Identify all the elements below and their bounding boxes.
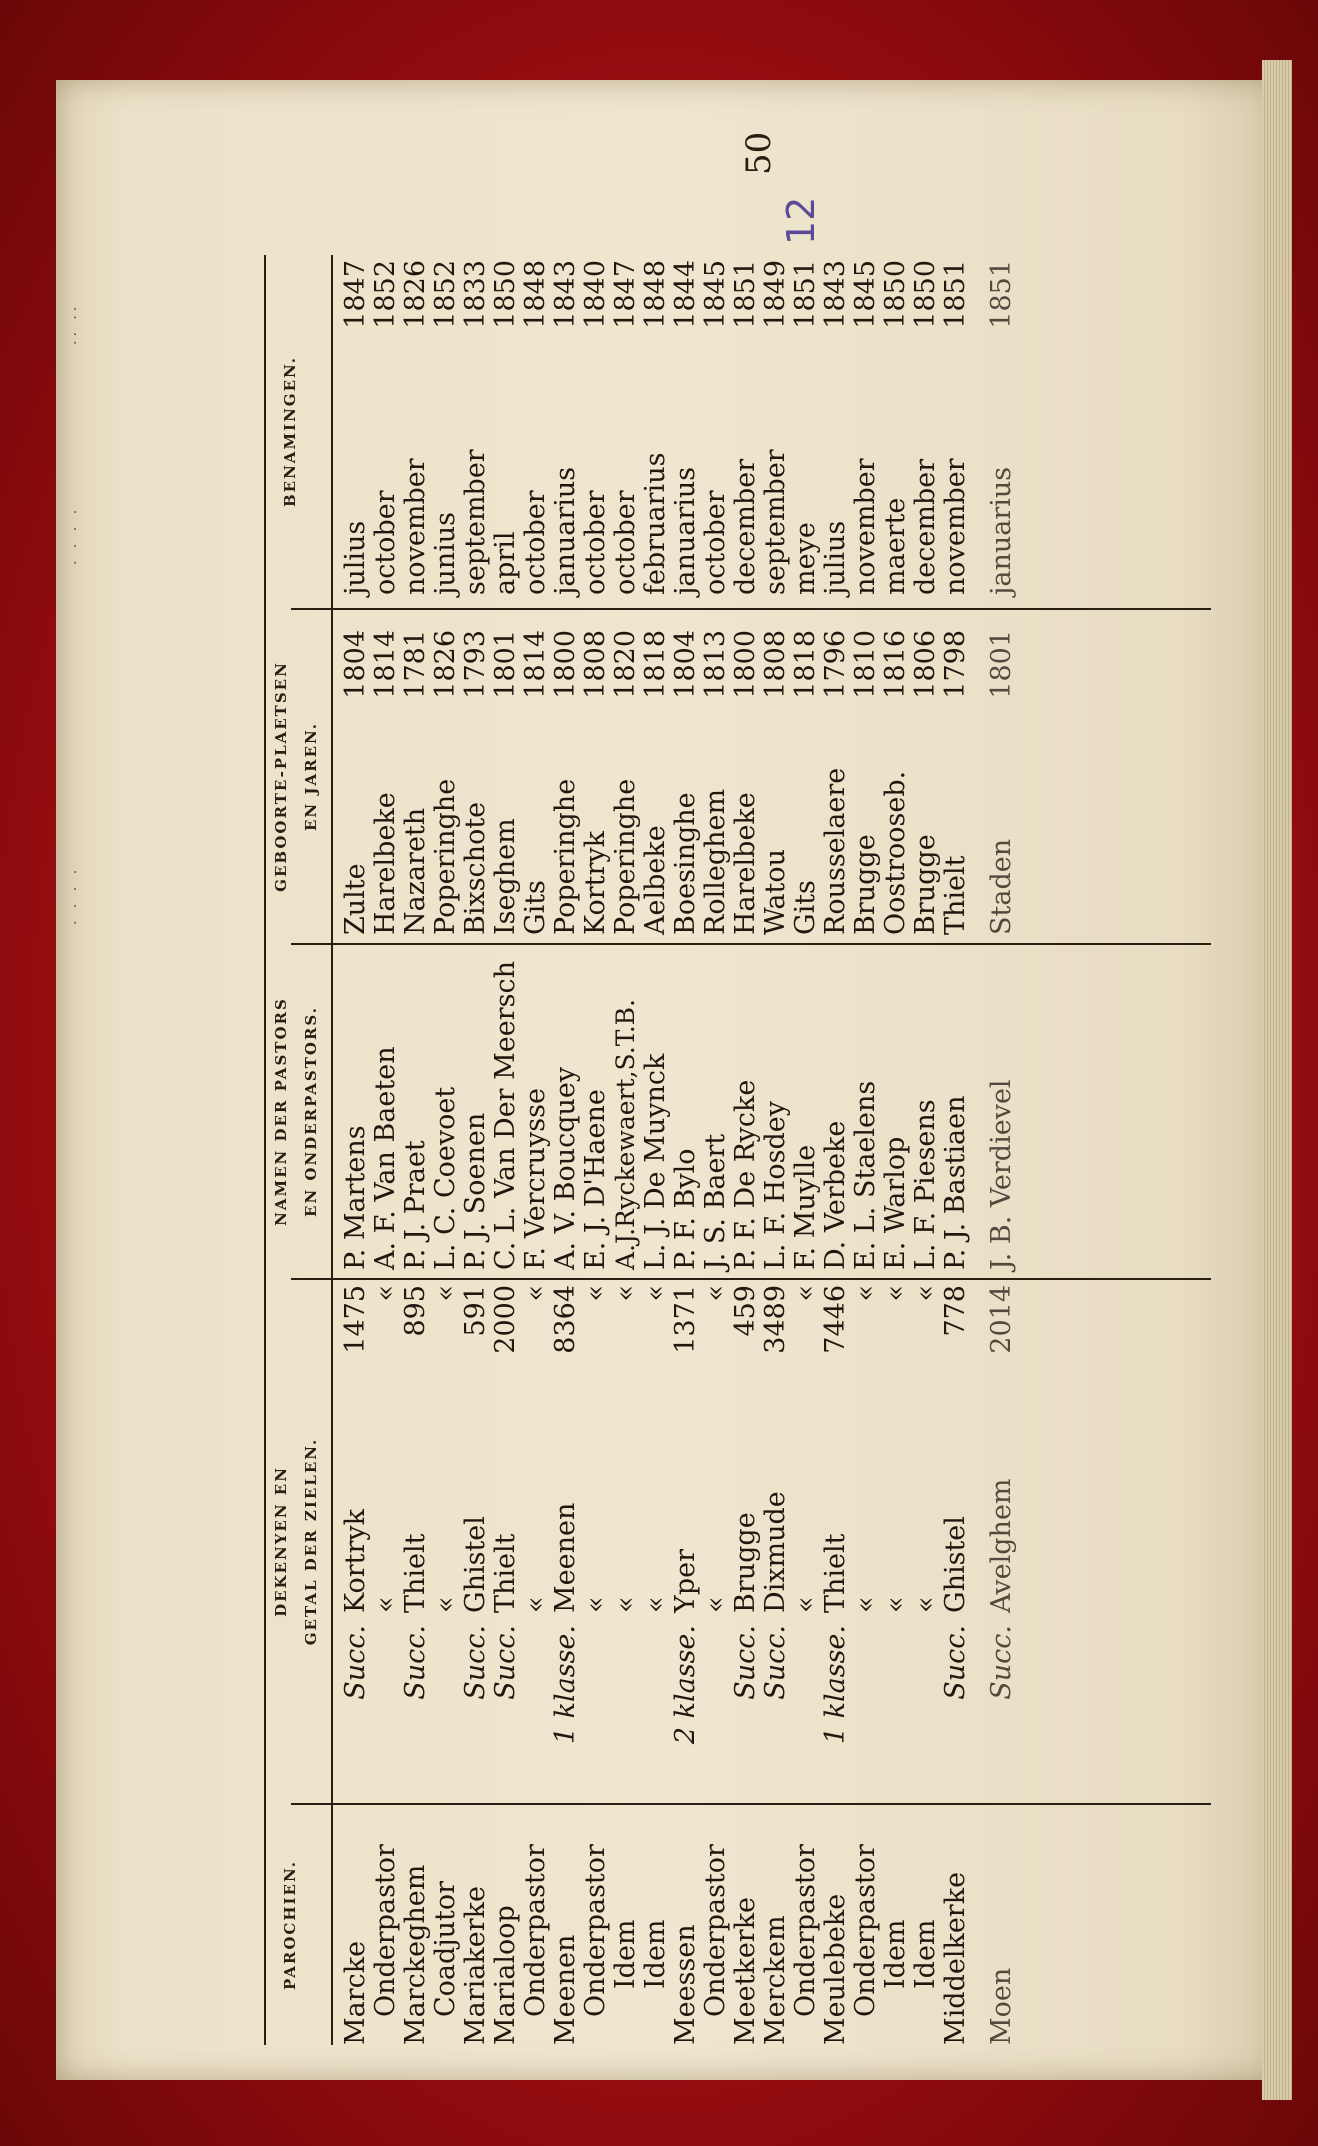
cell-dekenij: « — [610, 1596, 641, 1613]
cell-zielen: 7446 — [820, 1285, 851, 1354]
cell-naam: F. Vercruysse — [520, 1088, 551, 1270]
cell-dekenij: Thielt — [820, 1533, 851, 1613]
table-row — [460, 260, 491, 2045]
cell-jaar: 1852 — [370, 260, 401, 329]
table-row — [880, 260, 911, 2045]
table-row — [520, 260, 551, 2045]
cell-parochie: Meessen — [670, 1924, 701, 2045]
cell-jaar: 1847 — [610, 260, 641, 329]
cell-maand: april — [490, 531, 521, 595]
cell-geboorteplaats: Bixschote — [460, 801, 491, 935]
cell-geboortejaar: 1826 — [430, 630, 461, 699]
cell-parochie: Meulebeke — [820, 1893, 851, 2045]
cell-jaar: 1850 — [880, 260, 911, 329]
cell-maand: december — [910, 458, 941, 595]
header-dekenyen — [266, 1280, 326, 1803]
cell-geboortejaar: 1806 — [910, 630, 941, 699]
cell-zielen: « — [370, 1285, 401, 1302]
cell-geboorteplaats: Rousselaere — [820, 767, 851, 935]
cell-zielen: 2000 — [490, 1285, 521, 1354]
cell-maand: september — [460, 449, 491, 595]
decorative-dots: . . . . — [64, 505, 80, 565]
cell-parochie: Onderpastor — [370, 1844, 401, 2017]
cell-geboortejaar: 1781 — [400, 630, 431, 699]
cell-maand: julius — [340, 520, 371, 595]
cell-naam: J. S. Baert — [700, 1133, 731, 1270]
cell-jaar: 1848 — [640, 260, 671, 329]
cell-jaar: 1826 — [400, 260, 431, 329]
cell-klasse: Succ. — [490, 1625, 521, 1700]
cell-geboortejaar: 1818 — [640, 630, 671, 699]
header-parochien-label: PAROCHIEN. — [281, 1860, 299, 1990]
table-row — [820, 260, 851, 2045]
cell-jaar: 1843 — [550, 260, 581, 329]
cell-jaar: 1851 — [790, 260, 821, 329]
table-row — [340, 260, 371, 2045]
cell-geboortejaar: 1810 — [850, 630, 881, 699]
cell-parochie: Idem — [640, 1919, 671, 1989]
table-row — [910, 260, 941, 2045]
cell-parochie: Meetkerke — [730, 1896, 761, 2045]
cell-zielen: « — [580, 1285, 611, 1302]
cell-geboorteplaats: Zulte — [340, 863, 371, 935]
table-row — [490, 260, 521, 2045]
cell-zielen: 8364 — [550, 1285, 581, 1354]
cell-geboorteplaats: Poperinghe — [610, 778, 641, 935]
cell-dekenij: « — [880, 1596, 911, 1613]
table-row — [700, 260, 731, 2045]
cell-dekenij: « — [370, 1596, 401, 1613]
cell-parochie: Idem — [610, 1919, 641, 1989]
cell-klasse: Succ. — [460, 1625, 491, 1700]
cell-geboortejaar: 1801 — [986, 630, 1017, 699]
cell-dekenij: Meenen — [550, 1502, 581, 1613]
cell-geboortejaar: 1813 — [700, 630, 731, 699]
cell-maand: januarius — [670, 466, 701, 595]
cell-jaar: 1847 — [340, 260, 371, 329]
decorative-dots: .. .. — [64, 302, 80, 345]
cell-maand: october — [580, 490, 611, 595]
cell-dekenij: Brugge — [730, 1512, 761, 1613]
decorative-dots: . . . . — [64, 865, 80, 925]
cell-naam: L. F. Piesens — [910, 1099, 941, 1270]
cell-zielen: « — [520, 1285, 551, 1302]
cell-naam: D. Verbeke — [820, 1120, 851, 1270]
cell-zielen: « — [640, 1285, 671, 1302]
cell-geboortejaar: 1796 — [820, 630, 851, 699]
cell-naam: P. J. Bastiaen — [940, 1095, 971, 1270]
table-row — [610, 260, 641, 2045]
table-row — [850, 260, 881, 2045]
cell-naam: E. L. Staelens — [850, 1080, 881, 1270]
cell-parochie: Onderpastor — [700, 1844, 731, 2017]
cell-jaar: 1848 — [520, 260, 551, 329]
header-namen-line1: NAMEN DER PASTORS — [272, 997, 290, 1226]
cell-zielen: « — [880, 1285, 911, 1302]
cell-zielen: 3489 — [760, 1285, 791, 1354]
cell-zielen: 2014 — [986, 1285, 1017, 1354]
cell-dekenij: Avelghem — [986, 1478, 1017, 1613]
cell-geboortejaar: 1804 — [340, 630, 371, 699]
cell-dekenij: « — [520, 1596, 551, 1613]
cell-klasse: Succ. — [730, 1625, 761, 1700]
cell-dekenij: Ghistel — [940, 1516, 971, 1613]
cell-maand: julius — [820, 520, 851, 595]
cell-parochie: Idem — [880, 1919, 911, 1989]
cell-maand: november — [400, 458, 431, 595]
cell-dekenij: Kortryk — [340, 1509, 371, 1613]
table-row — [760, 260, 791, 2045]
table-row — [986, 260, 1017, 2045]
cell-geboortejaar: 1816 — [880, 630, 911, 699]
cell-naam: P. J. Soenen — [460, 1112, 491, 1270]
cell-naam: P. F. Bylo — [670, 1148, 701, 1270]
cell-geboortejaar: 1820 — [610, 630, 641, 699]
cell-parochie: Middelkerke — [940, 1871, 971, 2045]
cell-parochie: Merckem — [760, 1915, 791, 2045]
header-namen-line2: EN ONDERPASTORS. — [302, 1006, 320, 1217]
cell-maand: februarius — [640, 452, 671, 595]
cell-naam: L. C. Coevoet — [430, 1086, 461, 1270]
cell-zielen: « — [850, 1285, 881, 1302]
cell-zielen: 895 — [400, 1285, 431, 1337]
cell-klasse: Succ. — [400, 1625, 431, 1700]
cell-geboorteplaats: Brugge — [850, 834, 881, 935]
header-parochien — [275, 1805, 305, 2045]
cell-maand: november — [850, 458, 881, 595]
cell-geboortejaar: 1804 — [670, 630, 701, 699]
cell-geboorteplaats: Poperinghe — [430, 778, 461, 935]
cell-klasse: 1 klasse. — [550, 1625, 581, 1745]
cell-geboorteplaats: Aelbeke — [640, 825, 671, 935]
cell-geboortejaar: 1814 — [370, 630, 401, 699]
cell-dekenij: « — [580, 1596, 611, 1613]
header-geboorte — [266, 610, 326, 943]
cell-jaar: 1850 — [910, 260, 941, 329]
cell-parochie: Meenen — [550, 1934, 581, 2045]
cell-geboorteplaats: Staden — [986, 838, 1017, 935]
cell-naam: J. B. Verdievel — [986, 1079, 1017, 1270]
cell-maand: maerte — [880, 497, 911, 595]
header-geboorte-line1: GEBOORTE-PLAETSEN — [272, 661, 290, 892]
cell-geboortejaar: 1814 — [520, 630, 551, 699]
table-row — [430, 260, 461, 2045]
page-number: 50 — [739, 131, 779, 175]
cell-parochie: Onderpastor — [790, 1844, 821, 2017]
cell-naam: A. V. Boucquey — [550, 1066, 581, 1270]
cell-jaar: 1843 — [820, 260, 851, 329]
cell-naam: F. Muylle — [790, 1144, 821, 1270]
cell-zielen: « — [610, 1285, 641, 1302]
cell-zielen: « — [910, 1285, 941, 1302]
cell-maand: januarius — [986, 466, 1017, 595]
handwritten-margin-mark: 12 — [779, 196, 823, 245]
cell-geboorteplaats: Nazareth — [400, 807, 431, 935]
cell-naam: P. F. De Rycke — [730, 1079, 761, 1270]
cell-parochie: Marialoop — [490, 1905, 521, 2045]
cell-klasse: Succ. — [940, 1625, 971, 1700]
cell-maand: december — [730, 458, 761, 595]
cell-parochie: Marckeghem — [400, 1864, 431, 2045]
header-dekenyen-line1: DEKENYEN EN — [272, 1466, 290, 1617]
cell-geboorteplaats: Oostrooseb. — [880, 770, 911, 935]
table-row — [640, 260, 671, 2045]
cell-naam: P. Martens — [340, 1125, 371, 1270]
cell-klasse: 2 klasse. — [670, 1625, 701, 1745]
cell-zielen: « — [790, 1285, 821, 1302]
header-geboorte-line2: EN JAREN. — [302, 722, 320, 831]
cell-parochie: Onderpastor — [580, 1844, 611, 2017]
cell-geboortejaar: 1800 — [730, 630, 761, 699]
cell-dekenij: « — [700, 1596, 731, 1613]
cell-dekenij: Thielt — [490, 1533, 521, 1613]
cell-jaar: 1840 — [580, 260, 611, 329]
cell-zielen: 778 — [940, 1285, 971, 1337]
cell-jaar: 1833 — [460, 260, 491, 329]
cell-geboortejaar: 1818 — [790, 630, 821, 699]
cell-jaar: 1850 — [490, 260, 521, 329]
table-row — [940, 260, 971, 2045]
rotated-table-page — [59, 75, 1281, 2045]
cell-klasse: Succ. — [760, 1625, 791, 1700]
cell-geboortejaar: 1801 — [490, 630, 521, 699]
cell-klasse: 1 klasse. — [820, 1625, 851, 1745]
cell-geboorteplaats: Gits — [520, 880, 551, 935]
cell-geboorteplaats: Iseghem — [490, 818, 521, 935]
header-bottom-rule — [331, 255, 333, 2045]
cell-klasse: Succ. — [340, 1625, 371, 1700]
cell-geboorteplaats: Brugge — [910, 834, 941, 935]
cell-geboortejaar: 1800 — [550, 630, 581, 699]
cell-dekenij: « — [910, 1596, 941, 1613]
cell-maand: october — [370, 490, 401, 595]
header-benamingen — [275, 255, 305, 608]
table-row — [730, 260, 761, 2045]
cell-geboorteplaats: Thielt — [940, 855, 971, 935]
cell-zielen: 591 — [460, 1285, 491, 1337]
cell-dekenij: « — [430, 1596, 461, 1613]
cell-jaar: 1849 — [760, 260, 791, 329]
cell-jaar: 1845 — [850, 260, 881, 329]
cell-geboorteplaats: Kortryk — [580, 831, 611, 935]
cell-dekenij: Yper — [670, 1549, 701, 1613]
cell-dekenij: « — [790, 1596, 821, 1613]
cell-dekenij: « — [850, 1596, 881, 1613]
cell-dekenij: Ghistel — [460, 1516, 491, 1613]
cell-geboorteplaats: Rolleghem — [700, 788, 731, 935]
header-dekenyen-line2: GETAL DER ZIELEN. — [302, 1437, 320, 1646]
cell-naam: E. Warlop — [880, 1136, 911, 1270]
cell-jaar: 1851 — [986, 260, 1017, 329]
cell-maand: januarius — [550, 466, 581, 595]
cell-klasse: Succ. — [986, 1625, 1017, 1700]
header-namen — [266, 945, 326, 1278]
cell-maand: september — [760, 449, 791, 595]
cell-jaar: 1852 — [430, 260, 461, 329]
cell-geboortejaar: 1808 — [760, 630, 791, 699]
cell-geboorteplaats: Boesinghe — [670, 792, 701, 935]
table-row — [550, 260, 581, 2045]
cell-geboorteplaats: Gits — [790, 880, 821, 935]
cell-parochie: Onderpastor — [850, 1844, 881, 2017]
header-benamingen-label: BENAMINGEN. — [281, 356, 299, 508]
cell-jaar: 1845 — [700, 260, 731, 329]
cell-dekenij: « — [640, 1596, 671, 1613]
cell-parochie: Idem — [910, 1919, 941, 1989]
cell-naam: P. J. Praet — [400, 1140, 431, 1270]
cell-zielen: « — [700, 1285, 731, 1302]
cell-geboortejaar: 1793 — [460, 630, 491, 699]
cell-geboorteplaats: Watou — [760, 849, 791, 935]
cell-jaar: 1844 — [670, 260, 701, 329]
cell-parochie: Marcke — [340, 1940, 371, 2045]
table-row — [400, 260, 431, 2045]
cell-geboortejaar: 1808 — [580, 630, 611, 699]
cell-naam: L. J. De Muynck — [640, 1053, 671, 1270]
cell-maand: meye — [790, 522, 821, 595]
cell-maand: october — [700, 490, 731, 595]
cell-maand: junius — [430, 511, 461, 595]
cell-parochie: Moen — [986, 1967, 1017, 2045]
cell-zielen: 1475 — [340, 1285, 371, 1354]
cell-parochie: Onderpastor — [520, 1844, 551, 2017]
cell-geboorteplaats: Poperinghe — [550, 778, 581, 935]
cell-jaar: 1851 — [940, 260, 971, 329]
cell-naam: L. F. Hosdey — [760, 1101, 791, 1270]
table-row — [580, 260, 611, 2045]
cell-maand: october — [610, 490, 641, 595]
cell-dekenij: Thielt — [400, 1533, 431, 1613]
table-row — [790, 260, 821, 2045]
cell-zielen: 459 — [730, 1285, 761, 1337]
table-row — [670, 260, 701, 2045]
cell-naam: A.J.Ryckewaert,S.T.B. — [611, 999, 640, 1270]
cell-geboorteplaats: Harelbeke — [730, 792, 761, 935]
cell-zielen: 1371 — [670, 1285, 701, 1354]
cell-jaar: 1851 — [730, 260, 761, 329]
cell-geboortejaar: 1798 — [940, 630, 971, 699]
cell-dekenij: Dixmude — [760, 1491, 791, 1613]
cell-naam: C. L. Van Der Meersch — [490, 960, 521, 1270]
cell-maand: november — [940, 458, 971, 595]
cell-naam: A. F. Van Baeten — [370, 1046, 401, 1270]
table-row — [370, 260, 401, 2045]
cell-parochie: Mariakerke — [460, 1886, 491, 2045]
cell-maand: october — [520, 490, 551, 595]
cell-parochie: Coadjutor — [430, 1880, 461, 2017]
cell-zielen: « — [430, 1285, 461, 1302]
cell-geboorteplaats: Harelbeke — [370, 792, 401, 935]
cell-naam: E. J. D'Haene — [580, 1089, 611, 1270]
